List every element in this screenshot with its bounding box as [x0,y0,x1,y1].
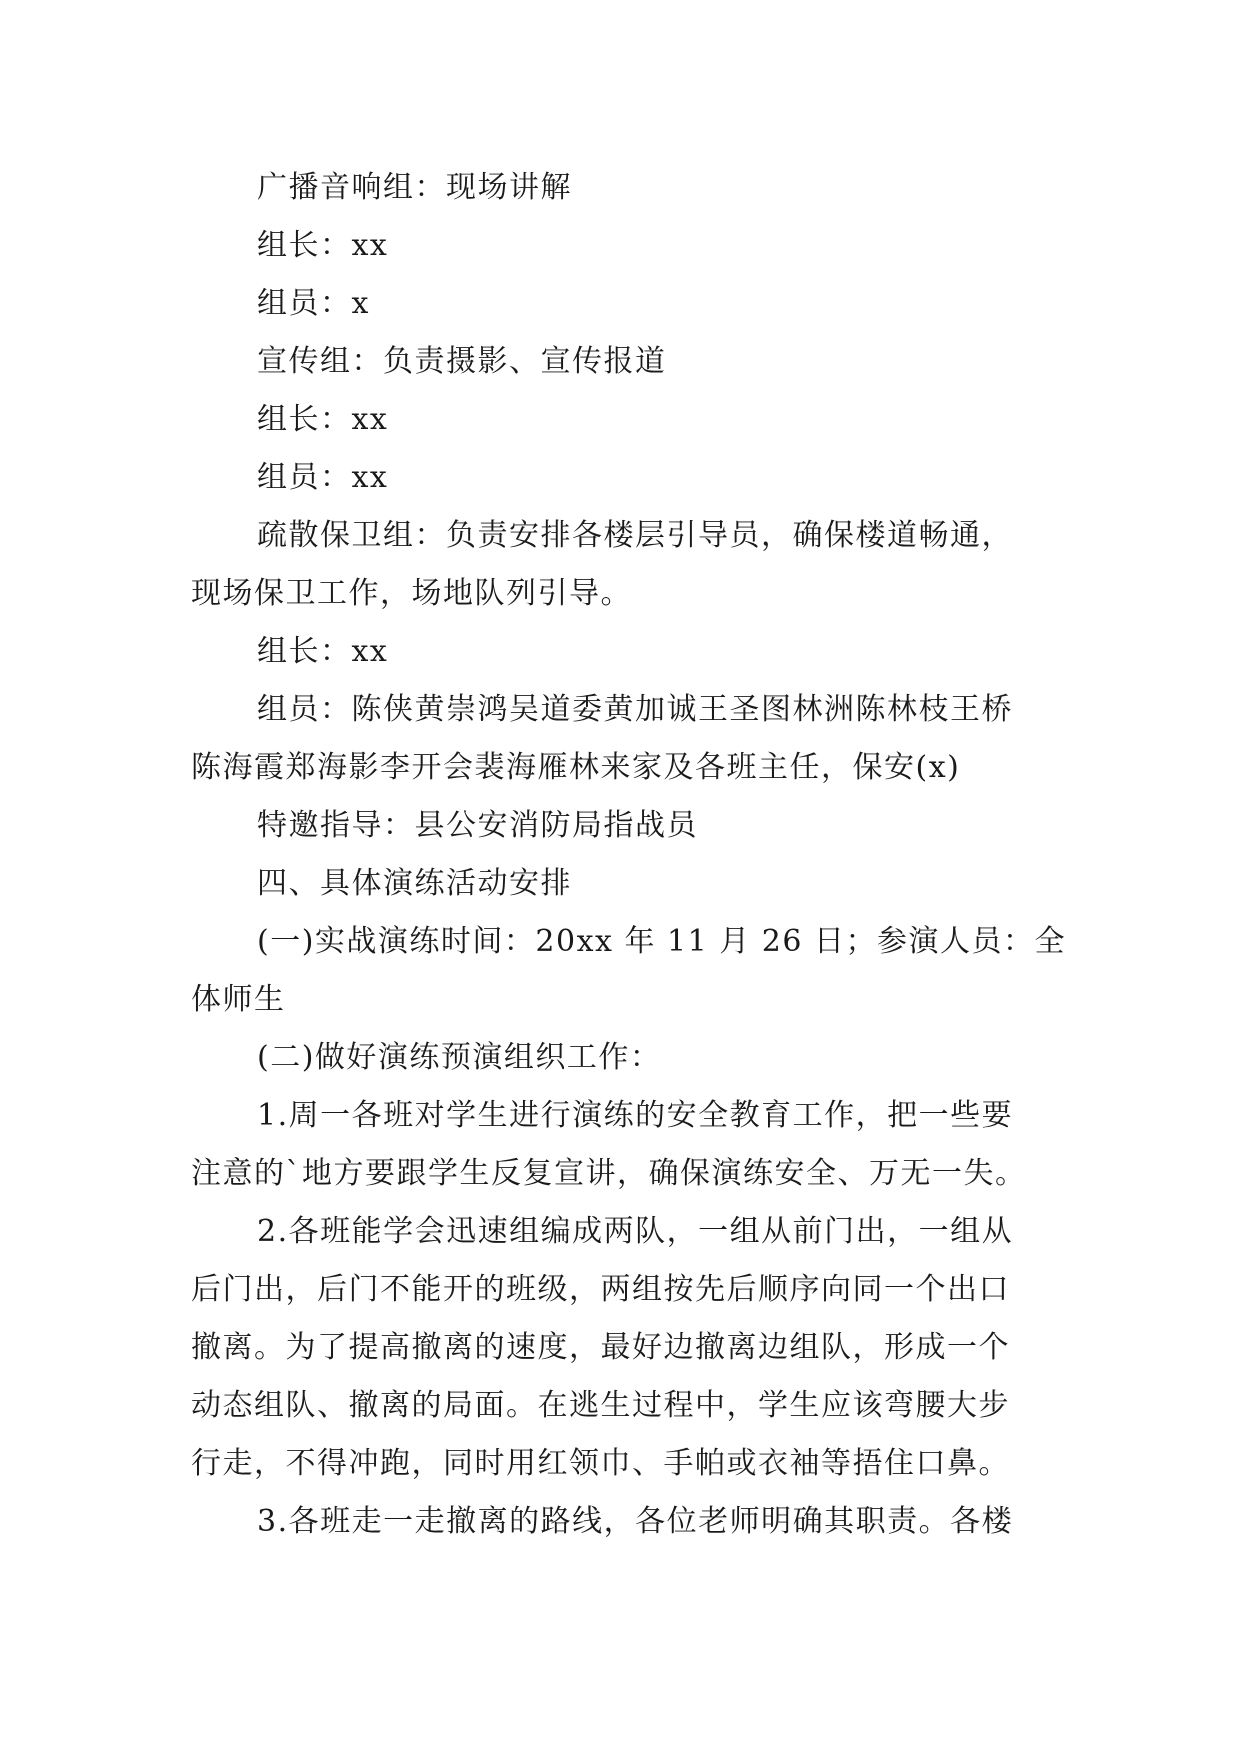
line-evacuation-leader: 组长：xx [257,634,389,669]
line-item-2-cont-a: 后门出，后门不能开的班级，两组按先后顺序向同一个出口 [191,1272,1010,1307]
line-item-2-cont-b: 撤离。为了提高撤离的速度，最好边撤离边组队，形成一个 [191,1330,1010,1365]
line-publicity-group: 宣传组：负责摄影、宣传报道 [257,344,667,379]
line-evacuation-members: 组员：陈侠黄崇鸿吴道委黄加诚王圣图林洲陈林枝王桥 [257,692,1013,727]
section-heading-4: 四、具体演练活动安排 [257,866,572,901]
line-item-2: 2.各班能学会迅速组编成两队，一组从前门出，一组从 [257,1214,1014,1249]
line-special-guidance: 特邀指导：县公安消防局指战员 [257,808,698,843]
document-body [191,159,1071,1551]
line-publicity-members: 组员：xx [257,460,389,495]
line-drill-time: (一)实战演练时间：20xx 年 11 月 26 日；参演人员：全 [257,924,1066,959]
line-item-3: 3.各班走一走撤离的路线，各位老师明确其职责。各楼 [257,1504,1014,1539]
line-item-1-cont: 注意的`地方要跟学生反复宣讲，确保演练安全、万无一失。 [191,1156,1027,1191]
line-item-2-cont-d: 行走，不得冲跑，同时用红领巾、手帕或衣袖等捂住口鼻。 [191,1446,1010,1481]
line-evacuation-group-cont: 现场保卫工作，场地队列引导。 [191,576,632,611]
line-broadcast-leader: 组长：xx [257,228,389,263]
line-item-1: 1.周一各班对学生进行演练的安全教育工作，把一些要 [257,1098,1014,1133]
line-drill-time-cont: 体师生 [191,982,286,1017]
line-broadcast-group: 广播音响组：现场讲解 [257,170,572,205]
line-item-2-cont-c: 动态组队、撤离的局面。在逃生过程中，学生应该弯腰大步 [191,1388,1010,1423]
line-rehearsal-heading: (二)做好演练预演组织工作： [257,1040,662,1075]
line-evacuation-members-cont: 陈海霞郑海影李开会裴海雁林来家及各班主任，保安(x) [191,750,961,785]
line-broadcast-members: 组员：x [257,286,370,321]
line-publicity-leader: 组长：xx [257,402,389,437]
line-evacuation-group: 疏散保卫组：负责安排各楼层引导员，确保楼道畅通， [257,518,1013,553]
